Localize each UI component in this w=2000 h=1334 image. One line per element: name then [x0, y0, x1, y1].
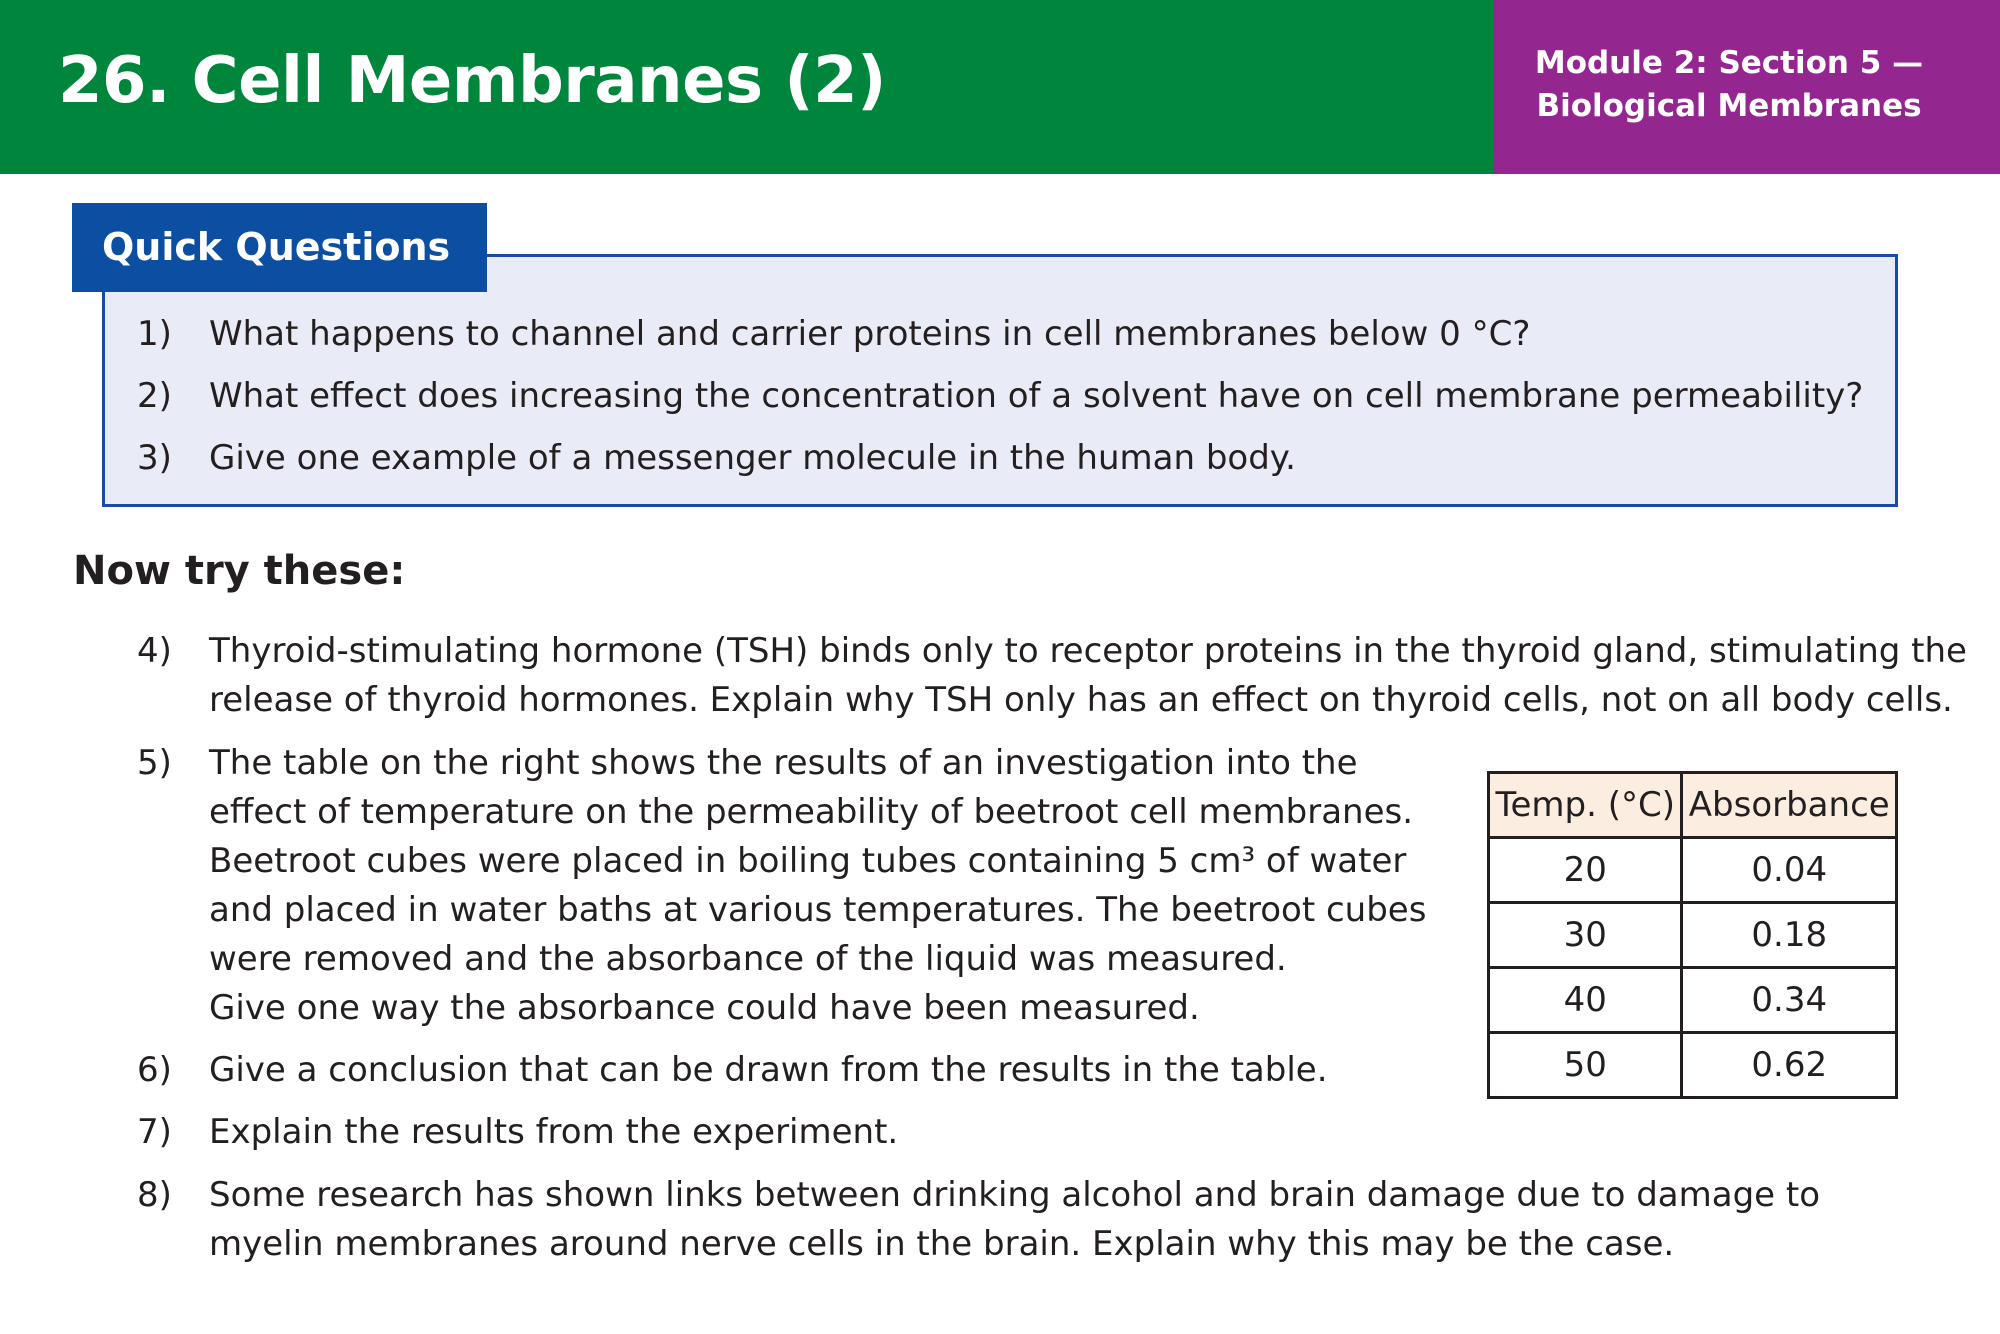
- table-cell-temp: 20: [1489, 838, 1682, 903]
- table-cell-absorbance: 0.18: [1682, 903, 1897, 968]
- table-row: [1489, 1033, 1897, 1098]
- question-number: 2): [137, 376, 172, 416]
- question-text: [209, 434, 1296, 483]
- question-text: [209, 372, 1863, 421]
- table-cell-absorbance: 0.04: [1682, 838, 1897, 903]
- module-line-2: Biological Membranes: [1536, 88, 1922, 124]
- table-cell-temp: 30: [1489, 903, 1682, 968]
- question-text: [209, 627, 1967, 725]
- question-number: 3): [137, 438, 172, 478]
- question-line: release of thyroid hormones. Explain why TSH only has an effect on thyroid cells, not on all body cells.: [209, 680, 1953, 720]
- module-line-1: Module 2: Section 5 —: [1534, 45, 1924, 81]
- question-number: 7): [137, 1112, 172, 1152]
- question-text: [209, 1046, 1328, 1095]
- table-header-temp: Temp. (°C): [1489, 773, 1682, 838]
- now-try-heading: Now try these:: [73, 548, 406, 594]
- question-line: What effect does increasing the concentration of a solvent have on cell membrane permeability?: [209, 376, 1864, 416]
- question-number: 5): [137, 743, 172, 783]
- table-header-row: [1489, 773, 1897, 838]
- table-cell-temp: 50: [1489, 1033, 1682, 1098]
- table-row: [1489, 968, 1897, 1033]
- table-row: [1489, 838, 1897, 903]
- question-line: Beetroot cubes were placed in boiling tubes containing 5 cm³ of water: [209, 841, 1407, 881]
- question-line: and placed in water baths at various temperatures. The beetroot cubes: [209, 890, 1427, 930]
- page-title: 26. Cell Membranes (2): [58, 44, 886, 118]
- module-label: [1494, 42, 1964, 128]
- question-text: [209, 1171, 1820, 1269]
- table-row: [1489, 903, 1897, 968]
- question-line: The table on the right shows the results of an investigation into the: [209, 743, 1358, 783]
- question-line: What happens to channel and carrier proteins in cell membranes below 0 °C?: [209, 314, 1531, 354]
- question-text: [209, 310, 1530, 359]
- question-number: 4): [137, 631, 172, 671]
- table-cell-absorbance: 0.34: [1682, 968, 1897, 1033]
- question-line: Give one example of a messenger molecule in the human body.: [209, 438, 1296, 478]
- table-header-absorbance: Absorbance: [1682, 773, 1897, 838]
- question-number: 6): [137, 1050, 172, 1090]
- question-line: Thyroid-stimulating hormone (TSH) binds only to receptor proteins in the thyroid gland, stimulating the: [209, 631, 1967, 671]
- results-table: [1487, 771, 1898, 1099]
- question-line: Give one way the absorbance could have been measured.: [209, 988, 1200, 1028]
- table-cell-absorbance: 0.62: [1682, 1033, 1897, 1098]
- question-number: 1): [137, 314, 172, 354]
- question-number: 8): [137, 1175, 172, 1215]
- quick-questions-heading: Quick Questions: [72, 203, 487, 292]
- question-text: [209, 1108, 898, 1157]
- question-line: effect of temperature on the permeability of beetroot cell membranes.: [209, 792, 1414, 832]
- question-line: Some research has shown links between drinking alcohol and brain damage due to damage to: [209, 1175, 1821, 1215]
- question-line: Give a conclusion that can be drawn from the results in the table.: [209, 1050, 1328, 1090]
- table-cell-temp: 40: [1489, 968, 1682, 1033]
- question-text: [209, 739, 1426, 1033]
- question-line: were removed and the absorbance of the liquid was measured.: [209, 939, 1287, 979]
- question-line: Explain the results from the experiment.: [209, 1112, 899, 1152]
- question-line: myelin membranes around nerve cells in the brain. Explain why this may be the case.: [209, 1224, 1675, 1264]
